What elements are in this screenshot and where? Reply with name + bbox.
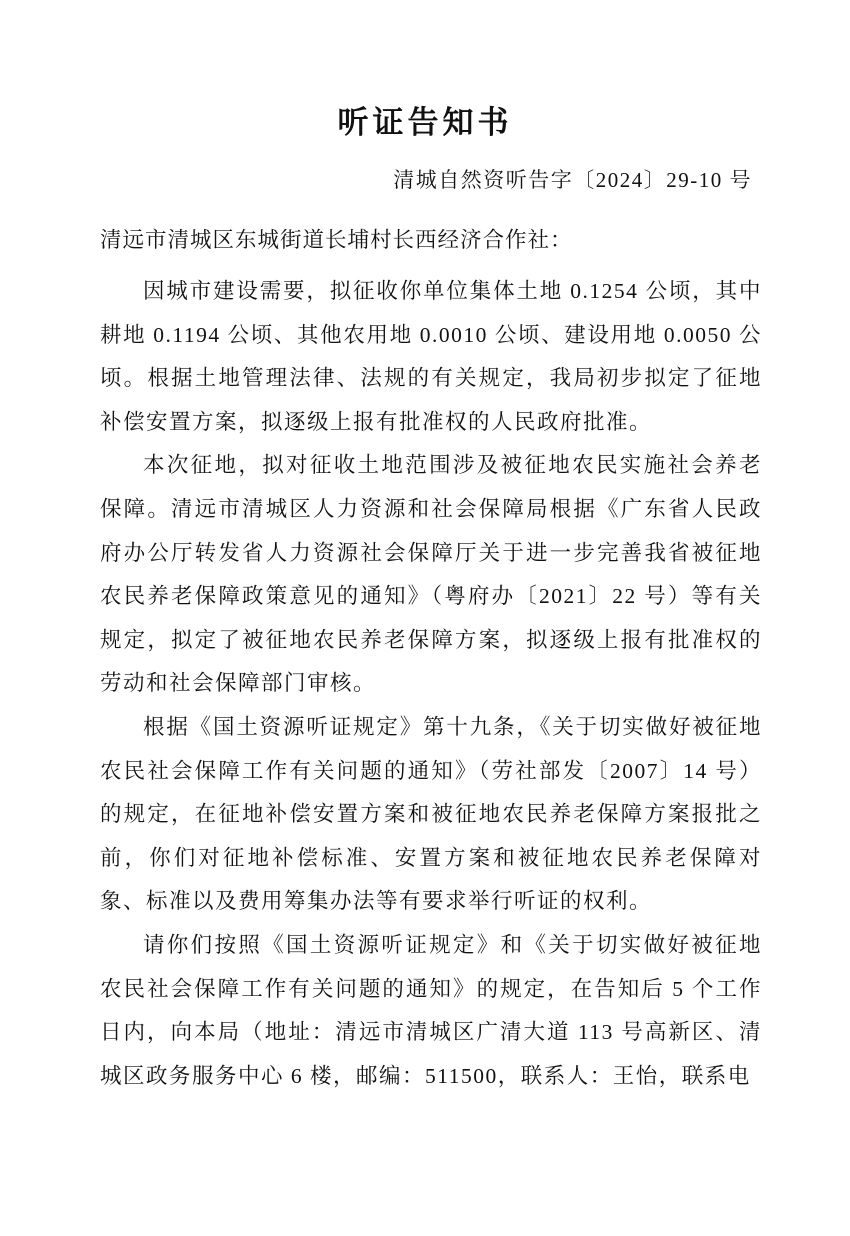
body-paragraph-hearing-rights: 根据《国土资源听证规定》第十九条，《关于切实做好被征地农民社会保障工作有关问题的通知》（劳社部发〔2007〕14 号）的规定，在征地补偿安置方案和被征地农民养老保障方案报批之前，你们对征地补偿标准、安置方案和被征地农民养老保障对象、标准以及费用筹集办法等有要求举行听证的权利。 [100,714,762,914]
body-paragraph-contact-instructions: 请你们按照《国土资源听证规定》和《关于切实做好被征地农民社会保障工作有关问题的通知》的规定，在告知后 5 个工作日内，向本局（地址：清远市清城区广清大道 113 号高新区、清城区政务服务中心 6 楼，邮编：511500，联系人：王怡，联系电 [100,932,762,1088]
document-title: 听证告知书 [337,105,513,140]
document-number: 清城自然资听告字〔2024〕29-10 号 [393,168,752,192]
addressee-line: 清远市清城区东城街道长埔村长西经济合作社： [100,228,573,252]
body-paragraph-social-security: 本次征地，拟对征收土地范围涉及被征地农民实施社会养老保障。清远市清城区人力资源和社会保障局根据《广东省人民政府办公厅转发省人力资源社会保障厅关于进一步完善我省被征地农民养老保障政策意见的通知》（粤府办〔2021〕22 号）等有关规定，拟定了被征地农民养老保障方案，拟逐级上报有批准权的劳动和社会保障部门审核。 [100,453,762,696]
body-paragraph-land-acquisition: 因城市建设需要，拟征收你单位集体土地 0.1254 公顷，其中耕地 0.1194 公顷、其他农用地 0.0010 公顷、建设用地 0.0050 公顷。根据土地管理法律、法规的有关规定，我局初步拟定了征地补偿安置方案，拟逐级上报有批准权的人民政府批准。 [100,279,762,434]
document-body [100,270,762,1098]
